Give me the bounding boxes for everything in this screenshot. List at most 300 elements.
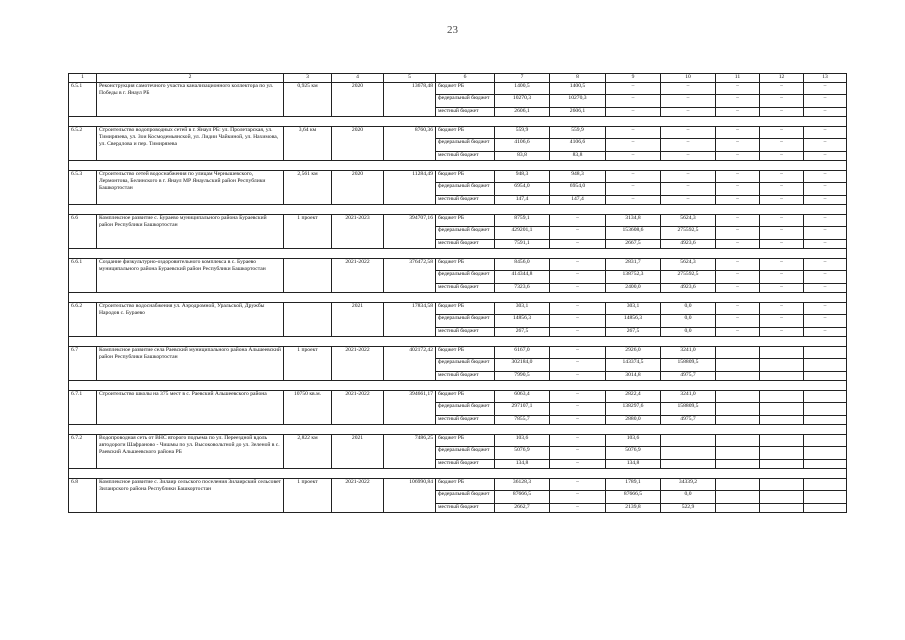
item-period: 2021 (332, 435, 384, 469)
value-2023: – (716, 303, 760, 315)
spacer-cell (495, 337, 550, 347)
group-spacer (69, 205, 847, 215)
value-2021: 143374,5 (606, 359, 661, 372)
funding-source: бюджет РБ (436, 171, 495, 183)
value-total: 36128,3 (495, 479, 550, 491)
funding-source: федеральный бюджет (436, 227, 495, 240)
table-row (69, 435, 847, 447)
spacer-cell (384, 205, 436, 215)
spacer-cell (97, 381, 284, 391)
value-2020: – (550, 403, 606, 416)
spacer-cell (284, 205, 332, 215)
group-spacer (69, 381, 847, 391)
value-2021: 87666,5 (606, 491, 661, 504)
spacer-cell (332, 425, 384, 435)
spacer-cell (606, 249, 661, 259)
spacer-cell (384, 161, 436, 171)
value-2024 (760, 479, 804, 491)
spacer-cell (804, 425, 847, 435)
value-2022: 275592,5 (661, 227, 716, 240)
funding-source: бюджет РБ (436, 259, 495, 271)
value-2020: – (550, 504, 606, 513)
value-2022: – (661, 196, 716, 205)
value-2025 (804, 403, 847, 416)
value-2022: 0,0 (661, 491, 716, 504)
spacer-cell (804, 293, 847, 303)
value-2024 (760, 491, 804, 504)
group-spacer (69, 425, 847, 435)
value-2020: 83,8 (550, 152, 606, 161)
spacer-cell (550, 117, 606, 127)
value-2025: – (804, 271, 847, 284)
value-2025: – (804, 196, 847, 205)
spacer-cell (804, 161, 847, 171)
value-total: 559,9 (495, 127, 550, 139)
item-period: 2021-2022 (332, 259, 384, 293)
value-2022: 158809,5 (661, 403, 716, 416)
item-name: Строительство водоснабжения ул. Аэродромной, Уральской, Дружбы Народов с. Бураево (97, 303, 284, 337)
funding-source: федеральный бюджет (436, 183, 495, 196)
spacer-cell (550, 249, 606, 259)
header-cell: 3 (284, 74, 332, 83)
value-2025 (804, 504, 847, 513)
spacer-cell (804, 337, 847, 347)
value-2025 (804, 347, 847, 359)
spacer-cell (716, 469, 760, 479)
item-number: 6.5.1 (69, 83, 97, 117)
value-2024: – (760, 240, 804, 249)
value-2023 (716, 372, 760, 381)
value-2021: – (606, 139, 661, 152)
funding-source: бюджет РБ (436, 479, 495, 491)
spacer-cell (69, 249, 97, 259)
spacer-cell (495, 381, 550, 391)
value-2020: – (550, 328, 606, 337)
spacer-cell (69, 161, 97, 171)
spacer-cell (97, 293, 284, 303)
value-total: 7855,7 (495, 416, 550, 425)
header-row (69, 74, 847, 83)
value-2024: – (760, 271, 804, 284)
item-capacity: 3,64 км (284, 127, 332, 161)
value-2025: – (804, 240, 847, 249)
value-2022: 158809,5 (661, 359, 716, 372)
spacer-cell (97, 469, 284, 479)
value-total: 303,1 (495, 303, 550, 315)
funding-source: федеральный бюджет (436, 359, 495, 372)
spacer-cell (69, 469, 97, 479)
spacer-cell (760, 249, 804, 259)
value-2020: – (550, 491, 606, 504)
value-2023: – (716, 139, 760, 152)
spacer-cell (716, 381, 760, 391)
value-2023 (716, 460, 760, 469)
value-total: 4106,6 (495, 139, 550, 152)
value-2024: – (760, 259, 804, 271)
table-row (69, 479, 847, 491)
value-2022: – (661, 139, 716, 152)
header-cell: 5 (384, 74, 436, 83)
table-row (69, 215, 847, 227)
item-cost: 13678,48 (384, 83, 436, 117)
value-2020: – (550, 460, 606, 469)
spacer-cell (716, 337, 760, 347)
spacer-cell (97, 337, 284, 347)
spacer-cell (606, 337, 661, 347)
item-name: Строительство сетей водоснабжения по улицам Чернышевского, Лермонтова, Белинского в г. Янаул МР Янаульский район Республики Башкортостан (97, 171, 284, 205)
value-2021: 1789,1 (606, 479, 661, 491)
header-cell: 6 (436, 74, 495, 83)
value-2020: – (550, 227, 606, 240)
value-2020: – (550, 447, 606, 460)
header-cell: 10 (661, 74, 716, 83)
spacer-cell (436, 117, 495, 127)
value-2025 (804, 359, 847, 372)
value-2024: – (760, 227, 804, 240)
funding-source: местный бюджет (436, 328, 495, 337)
spacer-cell (384, 381, 436, 391)
value-2021: – (606, 196, 661, 205)
value-2024: – (760, 284, 804, 293)
funding-source: местный бюджет (436, 152, 495, 161)
value-2024: – (760, 152, 804, 161)
value-2022: 0,0 (661, 303, 716, 315)
spacer-cell (550, 381, 606, 391)
spacer-cell (332, 161, 384, 171)
value-total: 414344,8 (495, 271, 550, 284)
item-cost: 376472,58 (384, 259, 436, 293)
value-2024: – (760, 108, 804, 117)
value-2020: – (550, 416, 606, 425)
value-2023: – (716, 108, 760, 117)
value-2021: 2667,5 (606, 240, 661, 249)
value-2023: – (716, 315, 760, 328)
value-2022: 3241,0 (661, 347, 716, 359)
value-2020: 1400,5 (550, 83, 606, 95)
item-number: 6.5.2 (69, 127, 97, 161)
value-2023 (716, 416, 760, 425)
value-2021: 103,6 (606, 435, 661, 447)
value-2022: – (661, 127, 716, 139)
value-2023: – (716, 171, 760, 183)
spacer-cell (760, 381, 804, 391)
spacer-cell (97, 205, 284, 215)
value-2022 (661, 460, 716, 469)
spacer-cell (332, 205, 384, 215)
group-spacer (69, 337, 847, 347)
value-2023 (716, 504, 760, 513)
header-cell: 7 (495, 74, 550, 83)
value-2021: – (606, 152, 661, 161)
funding-source: местный бюджет (436, 372, 495, 381)
spacer-cell (436, 381, 495, 391)
spacer-cell (97, 161, 284, 171)
value-2020: – (550, 259, 606, 271)
value-2024 (760, 447, 804, 460)
value-2023: – (716, 95, 760, 108)
spacer-cell (550, 293, 606, 303)
page-number: 23 (447, 24, 458, 36)
funding-source: местный бюджет (436, 504, 495, 513)
item-number: 6.6 (69, 215, 97, 249)
funding-source: местный бюджет (436, 240, 495, 249)
value-total: 6954,0 (495, 183, 550, 196)
funding-source: местный бюджет (436, 460, 495, 469)
value-2023 (716, 403, 760, 416)
value-2022 (661, 447, 716, 460)
value-2021: 2926,0 (606, 347, 661, 359)
value-2024 (760, 460, 804, 469)
spacer-cell (495, 293, 550, 303)
value-2021: 138297,6 (606, 403, 661, 416)
header-cell: 1 (69, 74, 97, 83)
value-2021: 2139,8 (606, 504, 661, 513)
item-capacity: 2,561 км (284, 171, 332, 205)
value-2022: 275592,5 (661, 271, 716, 284)
value-total: 7323,6 (495, 284, 550, 293)
value-total: 2662,7 (495, 504, 550, 513)
value-2022: 4975,7 (661, 416, 716, 425)
spacer-cell (760, 469, 804, 479)
spacer-cell (332, 337, 384, 347)
value-2022: 0,0 (661, 328, 716, 337)
value-2020: – (550, 215, 606, 227)
value-2021: 134,8 (606, 460, 661, 469)
spacer-cell (284, 293, 332, 303)
funding-source: бюджет РБ (436, 215, 495, 227)
spacer-cell (384, 425, 436, 435)
value-2021: – (606, 108, 661, 117)
spacer-cell (384, 337, 436, 347)
value-2024: – (760, 303, 804, 315)
spacer-cell (760, 337, 804, 347)
value-2021: 2831,7 (606, 259, 661, 271)
spacer-cell (384, 117, 436, 127)
spacer-cell (436, 293, 495, 303)
spacer-cell (661, 469, 716, 479)
spacer-cell (495, 469, 550, 479)
value-2024: – (760, 183, 804, 196)
item-number: 6.8 (69, 479, 97, 513)
spacer-cell (804, 469, 847, 479)
value-2021: 5076,9 (606, 447, 661, 460)
value-total: 134,8 (495, 460, 550, 469)
item-number: 6.7 (69, 347, 97, 381)
value-2024: – (760, 95, 804, 108)
value-total: 7990,5 (495, 372, 550, 381)
value-2020: – (550, 284, 606, 293)
value-2025 (804, 447, 847, 460)
spacer-cell (606, 381, 661, 391)
value-2025 (804, 435, 847, 447)
spacer-cell (661, 117, 716, 127)
value-2023 (716, 359, 760, 372)
spacer-cell (495, 117, 550, 127)
funding-source: местный бюджет (436, 108, 495, 117)
header-cell: 12 (760, 74, 804, 83)
group-spacer (69, 469, 847, 479)
value-2025: – (804, 215, 847, 227)
value-2020: – (550, 347, 606, 359)
value-2025: – (804, 95, 847, 108)
spacer-cell (284, 161, 332, 171)
value-2023: – (716, 215, 760, 227)
item-period: 2021-2023 (332, 215, 384, 249)
value-total: 7591,1 (495, 240, 550, 249)
group-spacer (69, 249, 847, 259)
item-capacity: 2,822 км (284, 435, 332, 469)
value-2025: – (804, 328, 847, 337)
spacer-cell (436, 425, 495, 435)
value-2021: 3134,8 (606, 215, 661, 227)
value-2020: – (550, 315, 606, 328)
spacer-cell (606, 161, 661, 171)
table-row (69, 303, 847, 315)
spacer-cell (495, 425, 550, 435)
item-capacity: 1 проект (284, 215, 332, 249)
value-2025 (804, 372, 847, 381)
spacer-cell (804, 249, 847, 259)
value-2021: – (606, 183, 661, 196)
item-period: 2021-2022 (332, 391, 384, 425)
value-2020: – (550, 479, 606, 491)
value-2022 (661, 435, 716, 447)
item-name: Комплексное развитие с. Бураево муниципального района Бураевский район Республики Башкортостан (97, 215, 284, 249)
value-2022: 5624,3 (661, 215, 716, 227)
item-number: 6.6.1 (69, 259, 97, 293)
group-spacer (69, 161, 847, 171)
value-2025: – (804, 259, 847, 271)
value-2024: – (760, 328, 804, 337)
item-name: Комплексное развитие с. Зилаир сельского поселения Зилаирский сельсовет Зилаирского района Республики Башкортостан (97, 479, 284, 513)
value-total: 87666,5 (495, 491, 550, 504)
value-2023 (716, 391, 760, 403)
value-2025 (804, 416, 847, 425)
value-2024: – (760, 196, 804, 205)
item-period: 2021-2022 (332, 347, 384, 381)
spacer-cell (69, 117, 97, 127)
value-2025: – (804, 127, 847, 139)
value-2023: – (716, 83, 760, 95)
funding-source: федеральный бюджет (436, 447, 495, 460)
value-2025 (804, 491, 847, 504)
spacer-cell (661, 249, 716, 259)
spacer-cell (550, 469, 606, 479)
spacer-cell (606, 205, 661, 215)
spacer-cell (606, 293, 661, 303)
spacer-cell (69, 381, 97, 391)
value-2025 (804, 391, 847, 403)
spacer-cell (384, 469, 436, 479)
spacer-cell (804, 205, 847, 215)
value-2021: 3014,8 (606, 372, 661, 381)
spacer-cell (97, 425, 284, 435)
spacer-cell (97, 249, 284, 259)
value-2025: – (804, 171, 847, 183)
value-2023 (716, 347, 760, 359)
value-2023: – (716, 328, 760, 337)
value-2021: 267,5 (606, 328, 661, 337)
item-number: 6.6.2 (69, 303, 97, 337)
value-2022: 0,0 (661, 315, 716, 328)
spacer-cell (332, 381, 384, 391)
value-2023 (716, 447, 760, 460)
value-2025: – (804, 139, 847, 152)
spacer-cell (661, 161, 716, 171)
funding-source: федеральный бюджет (436, 271, 495, 284)
value-2020: – (550, 391, 606, 403)
spacer-cell (804, 381, 847, 391)
item-cost: 106990,84 (384, 479, 436, 513)
value-2023: – (716, 152, 760, 161)
funding-source: местный бюджет (436, 284, 495, 293)
item-capacity (284, 303, 332, 337)
item-cost: 17834,58 (384, 303, 436, 337)
value-2020: 2606,1 (550, 108, 606, 117)
value-2024 (760, 504, 804, 513)
item-capacity: 0,925 км (284, 83, 332, 117)
group-spacer (69, 293, 847, 303)
spacer-cell (284, 117, 332, 127)
value-total: 1400,5 (495, 83, 550, 95)
value-2024 (760, 435, 804, 447)
value-2022: 3241,0 (661, 391, 716, 403)
value-2025: – (804, 183, 847, 196)
budget-table (68, 73, 847, 513)
value-2023: – (716, 183, 760, 196)
value-2021: – (606, 127, 661, 139)
spacer-cell (804, 117, 847, 127)
item-period: 2020 (332, 127, 384, 161)
table-row (69, 347, 847, 359)
value-2020: – (550, 271, 606, 284)
funding-source: федеральный бюджет (436, 139, 495, 152)
value-2025: – (804, 108, 847, 117)
value-total: 8759,1 (495, 215, 550, 227)
item-number: 6.7.1 (69, 391, 97, 425)
value-2023: – (716, 240, 760, 249)
value-2023 (716, 491, 760, 504)
item-number: 6.7.2 (69, 435, 97, 469)
funding-source: бюджет РБ (436, 435, 495, 447)
value-total: 147,4 (495, 196, 550, 205)
item-capacity: 1 проект (284, 479, 332, 513)
item-cost: 8760,36 (384, 127, 436, 161)
value-2023 (716, 479, 760, 491)
funding-source: бюджет РБ (436, 347, 495, 359)
value-2021: 303,1 (606, 303, 661, 315)
spacer-cell (436, 205, 495, 215)
spacer-cell (495, 205, 550, 215)
value-2022: – (661, 152, 716, 161)
value-2022: 4975,7 (661, 372, 716, 381)
spacer-cell (495, 161, 550, 171)
value-2020: 948,3 (550, 171, 606, 183)
item-name: Строительство школы на 375 мест в с. Раевский Альшеевского района (97, 391, 284, 425)
spacer-cell (436, 249, 495, 259)
value-2024 (760, 359, 804, 372)
value-total: 302184,0 (495, 359, 550, 372)
spacer-cell (760, 161, 804, 171)
spacer-cell (332, 469, 384, 479)
header-cell: 9 (606, 74, 661, 83)
spacer-cell (332, 293, 384, 303)
value-2024: – (760, 315, 804, 328)
value-total: 5076,9 (495, 447, 550, 460)
value-total: 103,6 (495, 435, 550, 447)
value-2022: 522,9 (661, 504, 716, 513)
value-2025: – (804, 303, 847, 315)
